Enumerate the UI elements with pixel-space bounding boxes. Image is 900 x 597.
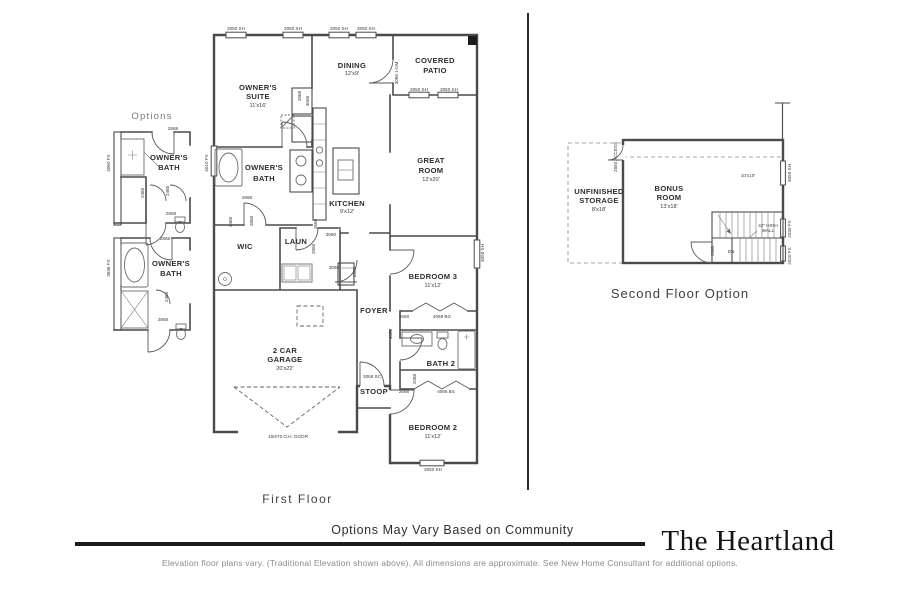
room-label-covered-patio: COVERED bbox=[415, 56, 455, 65]
dim-label: 4080 bbox=[388, 328, 393, 340]
room-label-owners-bath: OWNER'S bbox=[244, 163, 284, 172]
dim-label: 2468 bbox=[228, 216, 233, 228]
dim-label: 2468 bbox=[164, 291, 169, 303]
dim-label: 3050 SH bbox=[357, 26, 375, 31]
dim-label: 2068 bbox=[412, 373, 417, 385]
dim-label: 2868 bbox=[157, 317, 169, 322]
room-dims-garage: 20'x22' bbox=[276, 366, 294, 372]
bonus-room-walls bbox=[623, 140, 783, 263]
dim-label: 10'x10' bbox=[740, 173, 756, 178]
room-label-storage: STORAGE bbox=[579, 196, 619, 205]
room-label-owners-bath: BATH bbox=[253, 174, 275, 183]
room-dims-bedroom3: 11'x12' bbox=[424, 283, 442, 289]
options-caption: Options bbox=[131, 111, 173, 122]
dim-label: 3050 SH bbox=[284, 26, 302, 31]
dim-label: 3080 bbox=[325, 232, 337, 237]
dim-label: 2468 bbox=[165, 185, 170, 197]
dim-label: DN bbox=[727, 249, 735, 254]
dim-label: 2868 bbox=[159, 236, 171, 241]
dim-label: WALL bbox=[761, 228, 775, 233]
dim-label: 2868 bbox=[241, 195, 253, 200]
fixtures bbox=[215, 88, 475, 427]
owners-bath-option-2 bbox=[114, 238, 190, 352]
owners-bath-option-1 bbox=[114, 132, 190, 245]
room-label-foyer: FOYER bbox=[360, 306, 388, 315]
dim-label: 3050 SH bbox=[330, 26, 348, 31]
room-dims-owners-suite: 11'x16' bbox=[249, 103, 267, 109]
room-label-stoop: STOOP bbox=[360, 387, 388, 396]
room-label-garage: 2 CAR bbox=[272, 346, 298, 355]
options-panel bbox=[114, 132, 190, 352]
dim-label: 4010 FX bbox=[204, 154, 209, 172]
dim-label: 2668 bbox=[313, 218, 318, 230]
dim-label: 4068 BS bbox=[437, 389, 455, 394]
room-label-owners-suite: OWNER'S bbox=[238, 83, 278, 92]
dim-label: 2868 bbox=[249, 215, 254, 227]
room-label-bath-option2: BATH bbox=[160, 269, 182, 278]
disclaimer-text: Elevation floor plans vary. (Traditional Elevation shown above). All dimensions are approximate. See New Home Consultant for additional options. bbox=[162, 558, 738, 568]
first-floor-plan bbox=[211, 32, 480, 466]
room-label-storage: UNFINISHED bbox=[574, 187, 624, 196]
dim-label: 2668 bbox=[398, 389, 410, 394]
second-floor-plan bbox=[568, 103, 790, 263]
room-label-laundry: LAUN bbox=[284, 237, 308, 246]
dim-label: 3050 SH bbox=[424, 467, 442, 472]
footer-rule bbox=[75, 542, 645, 546]
staircase bbox=[712, 212, 783, 263]
dim-label: 3068 bbox=[305, 95, 310, 107]
room-label-kitchen: KITCHEN bbox=[329, 199, 365, 208]
plan-divider-line bbox=[527, 13, 529, 490]
dim-label: 4068 BG bbox=[432, 314, 452, 319]
room-dims-great-room: 12'x20' bbox=[422, 177, 440, 183]
room-label-great-room: GREAT bbox=[417, 156, 445, 165]
dim-label: 42" HIGH bbox=[758, 223, 778, 228]
room-dims-bedroom2: 11'x12' bbox=[424, 434, 442, 440]
dim-label: 3068 1-DM bbox=[394, 61, 399, 85]
room-label-bedroom3: BEDROOM 3 bbox=[408, 272, 458, 281]
room-label-bonus: BONUS bbox=[654, 184, 684, 193]
dim-label: 3068 SC bbox=[363, 374, 381, 379]
dim-label: 3050 SH bbox=[787, 164, 792, 182]
dim-label: 2868 bbox=[165, 211, 177, 216]
first-floor-caption: First Floor bbox=[262, 492, 333, 506]
room-label-bath2: BATH 2 bbox=[426, 359, 456, 368]
room-label-wic: WIC bbox=[237, 242, 253, 251]
dim-label: 3068 bbox=[328, 265, 340, 270]
dim-label: 2668 bbox=[398, 314, 410, 319]
dim-label: 3636 FX bbox=[106, 259, 111, 277]
plan-title: The Heartland bbox=[661, 525, 835, 557]
dim-label: 2468 bbox=[140, 187, 145, 199]
dim-label: 2868 bbox=[297, 90, 302, 102]
first-floor-room-labels bbox=[237, 56, 457, 440]
room-dims-bonus: 13'x18' bbox=[660, 204, 678, 210]
room-label-garage: GARAGE bbox=[267, 355, 303, 364]
room-label-bath-option2: OWNER'S bbox=[151, 259, 191, 268]
room-dims-dining: 12'x9' bbox=[344, 71, 360, 77]
room-label-bonus: ROOM bbox=[656, 193, 682, 202]
dim-label: 2850 ACCESS bbox=[613, 141, 618, 173]
corner-marker bbox=[468, 36, 477, 45]
room-label-owners-suite: SUITE bbox=[246, 92, 270, 101]
room-label-dining: DINING bbox=[337, 61, 367, 70]
dim-label: 2668 bbox=[710, 245, 715, 257]
room-label-great-room: ROOM bbox=[418, 166, 444, 175]
dim-label: 2030 FX bbox=[787, 220, 792, 238]
room-dims-storage: 8'x18' bbox=[591, 207, 607, 213]
room-dims-kitchen: 9'x12' bbox=[339, 209, 355, 215]
room-label-bath-option1: BATH bbox=[158, 163, 180, 172]
dim-label: 2868 bbox=[311, 243, 316, 255]
dim-label: 3050 SH bbox=[410, 87, 428, 92]
room-label-covered-patio: PATIO bbox=[423, 66, 447, 75]
dim-label: 3050 SH bbox=[227, 26, 245, 31]
dim-label: 160/70 O.H. DOOR bbox=[268, 434, 308, 439]
community-note: Options May Vary Based on Community bbox=[331, 523, 574, 537]
dim-label: 3050 SH bbox=[440, 87, 458, 92]
dim-label: 4060 FX bbox=[106, 154, 111, 172]
dim-label: 2668 bbox=[352, 266, 357, 278]
room-label-bedroom2: BEDROOM 2 bbox=[408, 423, 458, 432]
second-floor-caption: Second Floor Option bbox=[610, 286, 750, 301]
dim-label: 2020 FX bbox=[787, 247, 792, 265]
room-label-bath-option1: OWNER'S bbox=[149, 153, 189, 162]
dim-label: 2868 bbox=[167, 126, 179, 131]
dim-label: 3050 SH bbox=[480, 244, 485, 262]
